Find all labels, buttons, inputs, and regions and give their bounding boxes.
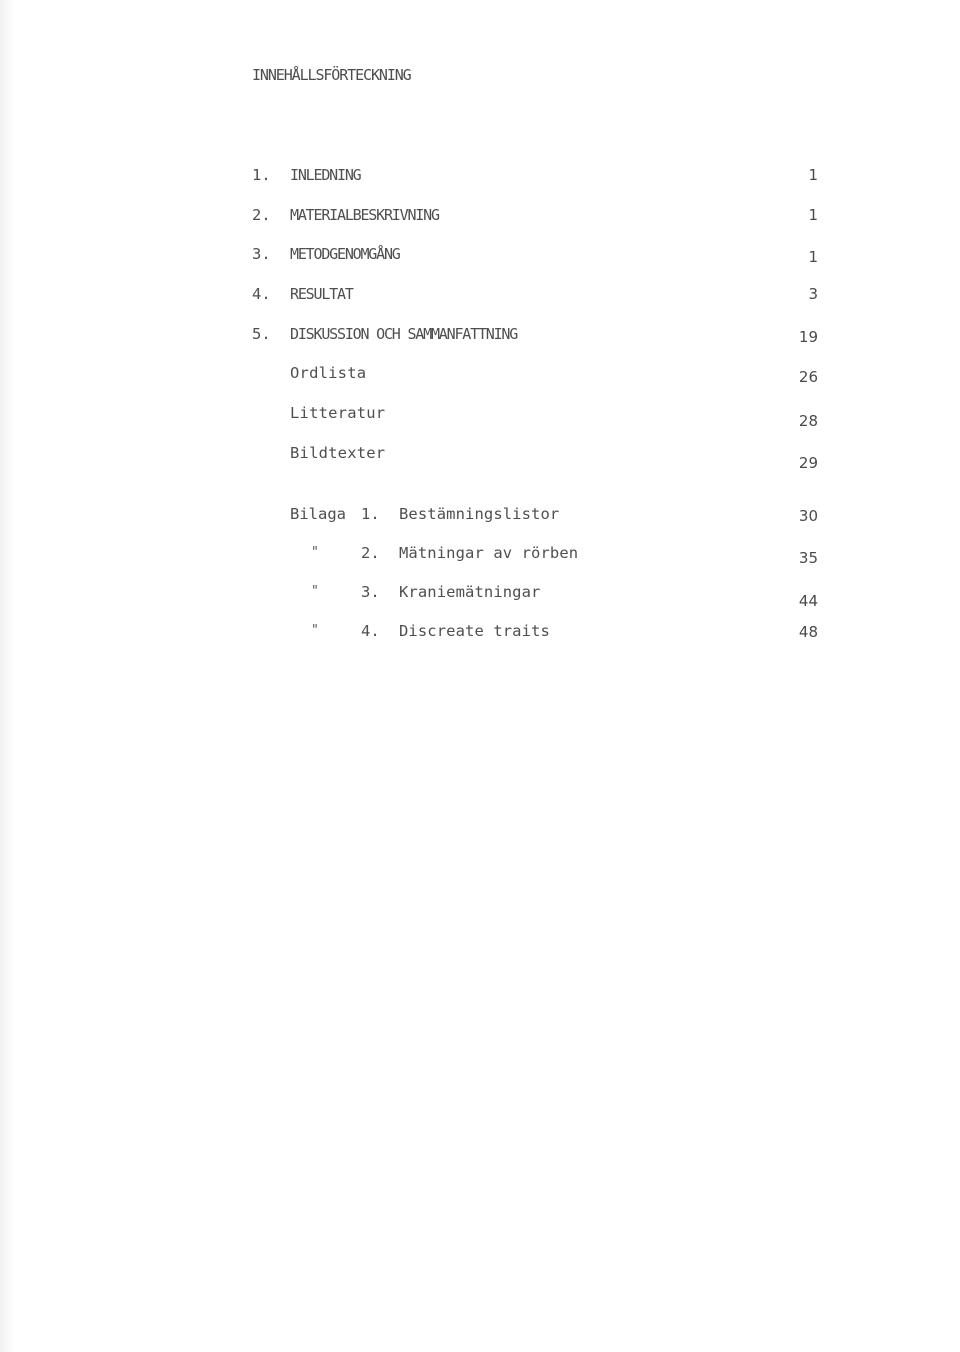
scan-edge-shadow [0,0,14,1352]
toc-entry [0,364,960,388]
entry-title: INLEDNING [290,166,361,184]
appendix-label: Bilaga [290,505,346,523]
entry-page: 44 [798,592,818,610]
appendix-title: Mätningar av rörben [399,544,579,562]
appendix-entry [0,583,960,610]
appendix-number: 1. [361,505,380,523]
appendix-title: Bestämningslistor [399,505,560,523]
toc-entry [0,285,960,309]
entry-number: 1. [252,166,271,184]
entry-page: 19 [798,328,818,346]
appendix-entry [0,505,960,529]
entry-title: Litteratur [290,404,386,422]
entry-title: MATERIALBESKRIVNING [290,206,439,224]
appendix-title: Discreate traits [399,622,550,640]
appendix-number: 3. [361,583,380,601]
appendix-title: Kraniemätningar [399,583,541,601]
ditto-mark: " [311,545,319,560]
entry-number: 3. [252,245,271,263]
toc-entry [0,444,960,472]
entry-title: Bildtexter [290,444,386,462]
toc-entry [0,245,960,269]
entry-page: 35 [798,549,818,567]
appendix-number: 2. [361,544,380,562]
entry-page: 1 [808,206,818,224]
entry-page: 30 [798,507,818,525]
entry-page: 28 [798,412,818,430]
ditto-mark: " [311,623,319,638]
toc-entry [0,166,960,190]
toc-entry [0,325,960,349]
entry-number: 2. [252,206,271,224]
appendix-entry [0,622,960,646]
entry-title: Ordlista [290,364,367,382]
entry-title: METODGENOMGÅNG [290,245,400,263]
ditto-mark: " [311,584,319,599]
entry-number: 5. [252,325,271,343]
entry-page: 48 [798,623,818,641]
toc-entry [0,206,960,230]
appendix-entry [0,544,960,568]
entry-page: 1 [808,166,818,184]
toc-heading: INNEHÅLLSFÖRTECKNING [252,66,411,84]
entry-page: 1 [808,248,818,266]
entry-title: RESULTAT [290,285,353,303]
entry-number: 4. [252,285,271,303]
appendix-number: 4. [361,622,380,640]
entry-page: 3 [808,285,818,303]
entry-title: DISKUSSION OCH SAMMANFATTNING [290,325,518,343]
entry-page: 29 [798,454,818,472]
toc-entry [0,404,960,428]
entry-page: 26 [798,368,818,386]
